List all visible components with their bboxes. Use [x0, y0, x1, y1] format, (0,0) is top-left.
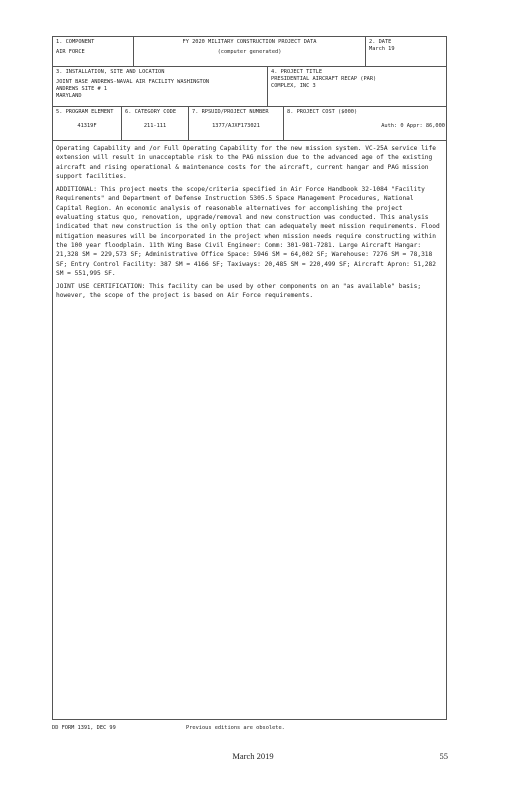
component-label: 1. COMPONENT	[56, 39, 95, 45]
component-value: AIR FORCE	[56, 49, 85, 56]
date-cell	[365, 37, 448, 66]
date-value: March 19	[369, 46, 395, 53]
installation-line-2: ANDREWS SITE # 1	[56, 86, 108, 93]
project-title-cell	[267, 67, 448, 106]
project-cost-cell	[283, 107, 448, 140]
project-number-label: 7. RPSUID/PROJECT NUMBER	[192, 109, 269, 115]
form-header-row	[53, 37, 446, 67]
page-footer-date: March 2019	[232, 751, 274, 761]
program-row	[53, 107, 446, 141]
program-element-label: 5. PROGRAM ELEMENT	[56, 109, 114, 115]
form-id: DD FORM 1391, DEC 99	[52, 725, 116, 731]
description-paragraph-joint-use: JOINT USE CERTIFICATION: This facility can be used by other components on an "as available" basis; however, the scope of the project is based on Air Force requirements.	[56, 283, 422, 300]
dd-form-1391	[52, 36, 447, 720]
project-title-line-2: COMPLEX, INC 3	[271, 83, 316, 90]
obsolete-notice: Previous editions are obsolete.	[186, 725, 285, 731]
project-cost-label: 8. PROJECT COST ($000)	[287, 109, 358, 115]
project-cost-value: Auth: 0 Appr: 86,000	[381, 123, 445, 130]
form-title: FY 2020 MILITARY CONSTRUCTION PROJECT DATA	[182, 39, 317, 45]
component-cell	[53, 37, 133, 66]
description-paragraph-capability: Operating Capability and /or Full Operating Capability for the new mission system. VC-25A service life extension will result in unacceptable risk to the PAG mission due to the advanced age of the existing aircraft and rising operational & maintenance costs for the aircraft, current hangar and PAG mission support facilities.	[56, 145, 436, 180]
category-code-label: 6. CATEGORY CODE	[125, 109, 177, 115]
program-element-value: 41319F	[77, 123, 97, 130]
form-title-cell	[133, 37, 365, 66]
project-title-label: 4. PROJECT TITLE	[271, 69, 323, 75]
project-number-cell	[188, 107, 283, 140]
installation-line-3: MARYLAND	[56, 93, 82, 100]
form-subtitle: (computer generated)	[217, 49, 282, 56]
project-title-line-1: PRESIDENTIAL AIRCRAFT RECAP (PAR)	[271, 76, 377, 83]
installation-line-1: JOINT BASE ANDREWS-NAVAL AIR FACILITY WASHINGTON	[56, 79, 210, 86]
form-footer	[52, 725, 285, 731]
installation-cell	[53, 67, 267, 106]
category-code-cell	[121, 107, 188, 140]
description-paragraph-additional: ADDITIONAL: This project meets the scope/criteria specified in Air Force Handbook 32-1084 "Facility Requirements" and Department of Defense Instruction 5305.5 Space Management Procedures, National Capital Region. An economic analysis of reasonable alternatives for accomplishing the project evaluating status quo, renovation, upgrade/removal and new construction was conducted. This analysis indicated that new construction is the only option that can adequately meet mission requirements. Flood mitigation measures will be incorporated in the project when mission needs require constructing within the 100 year floodplain. 11th Wing Base Civil Engineer: Comm: 301-981-7281. Large Aircraft Hangar: 21,328 SM = 229,573 SF; Administrative Office Space: 5946 SM = 64,002 SF; Warehouse: 7276 SM = 78,318 SF; Entry Control Facility: 387 SM = 4166 SF; Taxiways: 20,485 SM = 220,499 SF; Aircraft Apron: 51,282 SM = 551,995 SF.	[56, 186, 440, 277]
location-row	[53, 67, 446, 107]
project-description	[56, 144, 443, 305]
page-number: 55	[439, 751, 448, 761]
installation-label: 3. INSTALLATION, SITE AND LOCATION	[56, 69, 165, 75]
program-element-cell	[53, 107, 121, 140]
category-code-value: 211-111	[143, 123, 167, 130]
date-label: 2. DATE	[369, 39, 392, 45]
project-number-value: 1377/AJXF173021	[212, 123, 260, 130]
